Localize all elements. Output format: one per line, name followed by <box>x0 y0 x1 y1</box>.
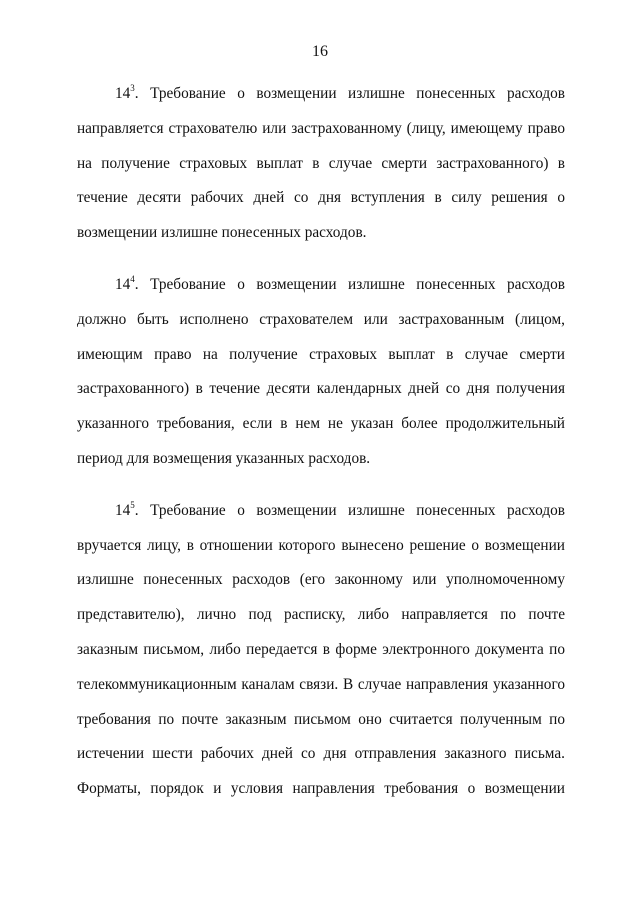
paragraph-line: период для возмещения указанных расходов. <box>77 449 371 467</box>
paragraph-line: течение десяти рабочих дней со дня вступления в силу решения о <box>77 189 565 207</box>
paragraph-line: застрахованного) в течение десяти календарных дней со дня получения <box>77 380 565 398</box>
paragraph-line: на получение страховых выплат в случае смерти застрахованного) в <box>77 154 565 172</box>
paragraph-line: представителю), лично под расписку, либо направляется по почте <box>77 606 565 624</box>
paragraph-line: вручается лицу, в отношении которого вынесено решение о возмещении <box>77 536 565 554</box>
paragraph-line: направляется страхователю или застрахованному (лицу, имеющему право <box>77 119 565 137</box>
paragraph-line: истечении шести рабочих дней со дня отправления заказного письма. <box>77 745 565 763</box>
paragraph-line: Форматы, порядок и условия направления требования о возмещении <box>77 780 565 798</box>
paragraph-line: имеющим право на получение страховых выплат в случае смерти <box>77 345 565 363</box>
paragraph-line: излишне понесенных расходов (его законному или уполномоченному <box>77 571 565 589</box>
paragraph-line: $14^4$. Требование о возмещении излишне понесенных расходов <box>77 268 565 303</box>
clause-number: $14^5$ <box>115 499 135 519</box>
paragraph-line: $14^3$. Требование о возмещении излишне понесенных расходов <box>77 77 565 112</box>
paragraph-14-3 <box>77 77 565 251</box>
clause-number: $14^4$ <box>115 273 135 293</box>
paragraph-line: $14^5$. Требование о возмещении излишне понесенных расходов <box>77 494 565 529</box>
paragraph-line: заказным письмом, либо передается в форме электронного документа по <box>77 640 565 658</box>
clause-number: $14^3$ <box>115 83 135 102</box>
paragraph-line: должно быть исполнено страхователем или застрахованным (лицом, <box>77 310 565 328</box>
body-text <box>77 77 565 824</box>
paragraph-14-4 <box>77 268 565 477</box>
page-number: 16 <box>312 43 328 60</box>
paragraph-line: указанного требования, если в нем не указан более продолжительный <box>77 415 565 433</box>
paragraph-line: телекоммуникационным каналам связи. В случае направления указанного <box>77 675 565 693</box>
paragraph-line: возмещении излишне понесенных расходов. <box>77 224 367 242</box>
paragraph-line: требования по почте заказным письмом оно считается полученным по <box>77 710 565 728</box>
paragraph-14-5 <box>77 494 565 807</box>
